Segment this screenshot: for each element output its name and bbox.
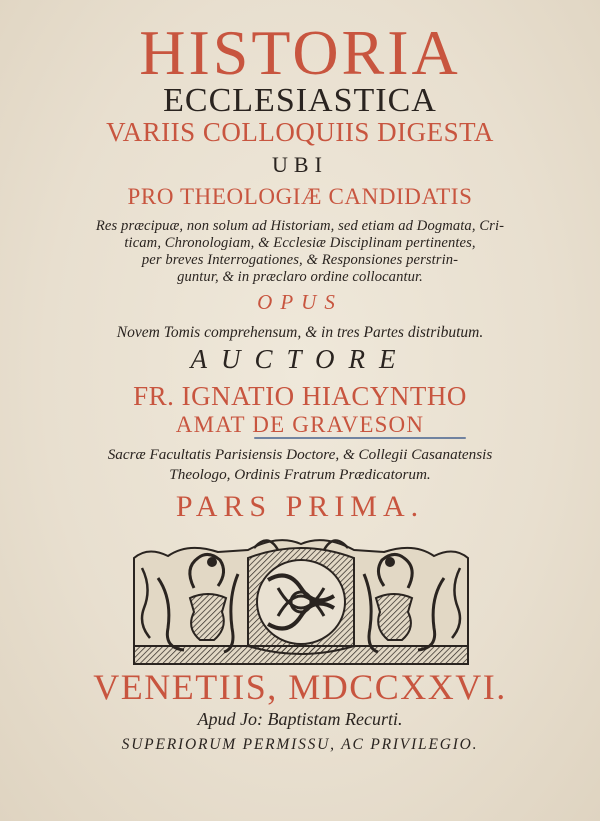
book-title: HISTORIA bbox=[139, 17, 461, 88]
description-line: per breves Interrogationes, & Responsiones perstrin- bbox=[141, 252, 459, 268]
description-line: guntur, & in præclaro ordine collocantur. bbox=[177, 269, 423, 285]
auctore-heading: AUCTORE bbox=[190, 344, 410, 374]
pen-underline bbox=[254, 437, 466, 439]
imprint-printer: Apud Jo: Baptistam Recurti. bbox=[197, 709, 403, 729]
opus-heading: OPUS bbox=[257, 290, 343, 314]
pro-candidatis-line: PRO THEOLOGIÆ CANDIDATIS bbox=[127, 184, 473, 209]
description-line: ticam, Chronologiam, & Ecclesiæ Disciplinam pertinentes, bbox=[124, 235, 476, 251]
description-line: Res præcipuæ, non solum ad Historiam, sed etiam ad Dogmata, Cri- bbox=[95, 218, 505, 234]
author-name: FR. IGNATIO HIACYNTHO bbox=[133, 381, 467, 411]
opus-note: Novem Tomis comprehensum, & in tres Partes distributum. bbox=[116, 324, 484, 341]
imprint-place-date: VENETIIS, MDCCXXVI. bbox=[93, 667, 507, 707]
subtitle-ecclesiastica: ECCLESIASTICA bbox=[163, 82, 437, 119]
credentials-line: Theologo, Ordinis Fratrum Prædicatorum. bbox=[169, 466, 431, 483]
subtitle-digesta: VARIIS COLLOQUIIS DIGESTA bbox=[106, 117, 494, 147]
credentials-line: Sacræ Facultatis Parisiensis Doctore, & Collegii Casanatensis bbox=[107, 446, 493, 463]
imprint-privilege: SUPERIORUM PERMISSU, AC PRIVILEGIO. bbox=[121, 736, 479, 753]
author-surname: AMAT DE GRAVESON bbox=[175, 412, 425, 437]
ubi-line: UBI bbox=[272, 152, 328, 177]
printers-ornament-icon bbox=[128, 528, 474, 670]
part-heading: PARS PRIMA. bbox=[175, 490, 425, 523]
